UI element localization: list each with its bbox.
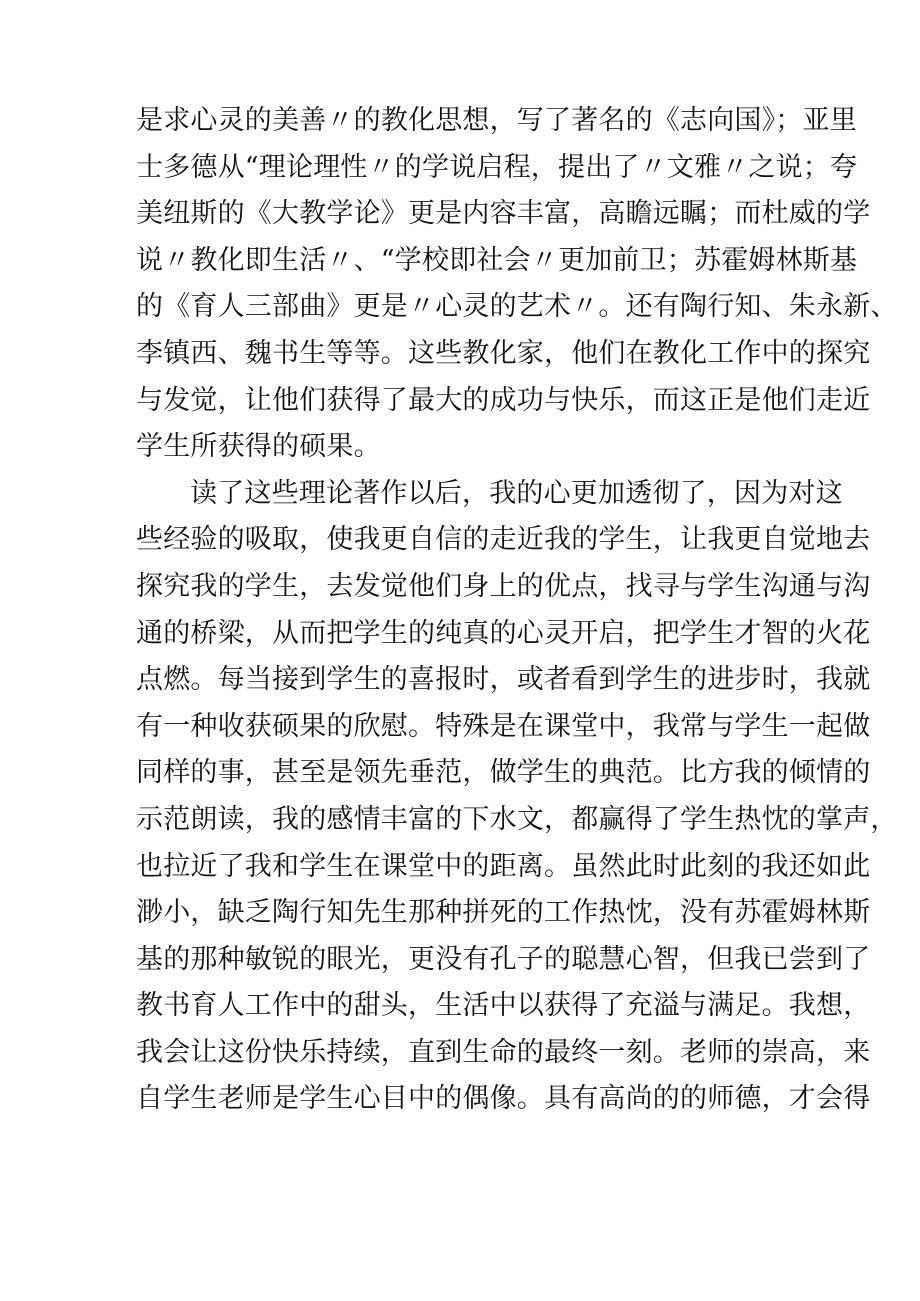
text-line: 我会让这份快乐持续，直到生命的最终一刻。老师的崇高，来 [136,1036,871,1068]
text-line: 自学生老师是学生心目中的偶像。具有高尚的的师德，才会得 [136,1083,871,1115]
text-line: 与发觉，让他们获得了最大的成功与快乐，而这正是他们走近 [136,384,871,416]
text-line: 同样的事，甚至是领先垂范，做学生的典范。比方我的倾情的 [136,757,871,789]
text-line: 李镇西、魏书生等等。这些教化家，他们在教化工作中的探究 [136,337,871,369]
paragraph-start-line: 读了这些理论著作以后，我的心更加透彻了，因为对这 [190,477,843,509]
text-line: 有一种收获硕果的欣慰。特殊是在课堂中，我常与学生一起做 [136,710,871,742]
text-line: 教书育人工作中的甜头，生活中以获得了充溢与满足。我想， [136,990,871,1022]
text-line: 的《育人三部曲》更是〃心灵的艺术〃。还有陶行知、朱永新、 [136,291,898,323]
text-line: 士多德从“理论理性〃的学说启程，提出了〃文雅〃之说；夸 [136,151,858,183]
paragraph-end-line: 学生所获得的硕果。 [136,431,381,463]
text-line: 是求心灵的美善〃的教化思想，写了著名的《志向国》；亚里 [136,105,857,136]
body-text [136,98,898,1123]
text-line: 探究我的学生，去发觉他们身上的优点，找寻与学生沟通与沟 [136,570,871,602]
text-line: 说〃教化即生活〃、“学校即社会〃更加前卫；苏霍姆林斯基 [136,244,858,276]
text-line: 点燃。每当接到学生的喜报时，或者看到学生的进步时，我就 [136,664,871,696]
text-line: 渺小，缺乏陶行知先生那种拼死的工作热忱，没有苏霍姆林斯 [136,897,871,929]
text-line: 些经验的吸取，使我更自信的走近我的学生，让我更自觉地去 [136,524,871,556]
text-line: 美纽斯的《大教学论》更是内容丰富，高瞻远瞩；而杜威的学 [136,198,871,230]
text-line: 基的那种敏锐的眼光，更没有孔子的聪慧心智，但我已尝到了 [136,943,871,975]
text-line: 示范朗读，我的感情丰富的下水文，都赢得了学生热忱的掌声， [136,803,898,835]
text-line: 通的桥梁，从而把学生的纯真的心灵开启，把学生才智的火花 [136,617,871,649]
text-line: 也拉近了我和学生在课堂中的距离。虽然此时此刻的我还如此 [136,850,871,882]
